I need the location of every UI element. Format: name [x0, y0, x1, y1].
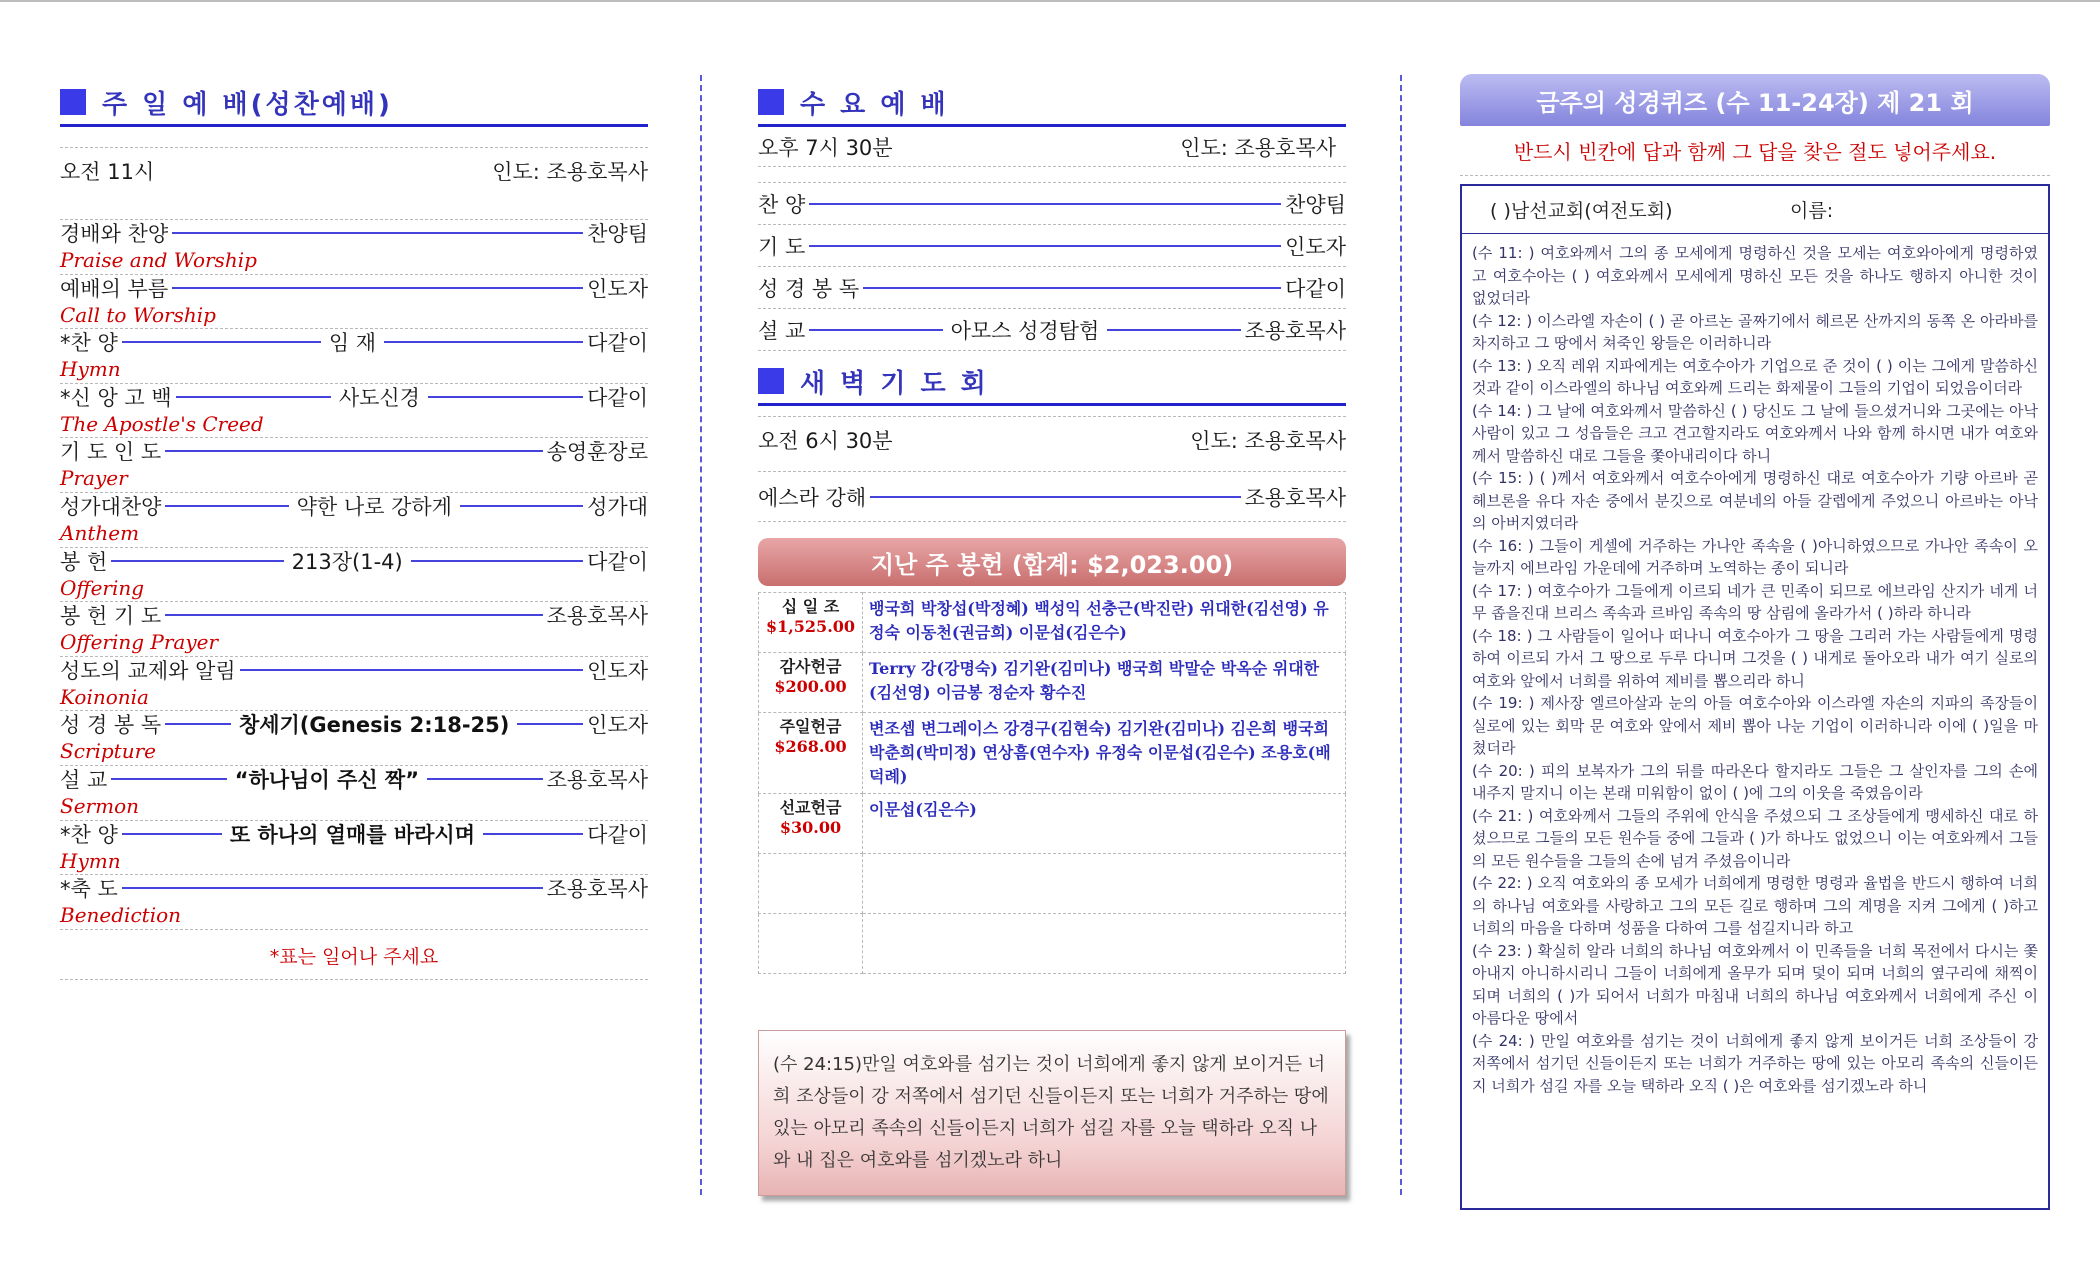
leader-line: [240, 669, 584, 671]
order-item: [60, 548, 648, 603]
top-border: [0, 0, 2100, 2]
order-item-english: Call to Worship: [60, 302, 216, 327]
leader-line: [1107, 329, 1240, 331]
order-item-leader: 다같이: [587, 822, 649, 847]
offering-amount: $1,525.00: [765, 617, 856, 636]
leader-line: [809, 245, 1281, 247]
memory-verse-box: [758, 1030, 1346, 1196]
dawn-item-right: 조용호목사: [1244, 486, 1346, 510]
order-item-english: Hymn: [60, 848, 121, 873]
heading-rule: [60, 124, 648, 127]
order-item-leader: 조용호목사: [546, 877, 648, 902]
order-item: [60, 657, 648, 712]
order-item: [60, 766, 648, 821]
order-item-label: 성가대찬양: [60, 494, 162, 519]
leader-line: [165, 450, 542, 452]
leader-line: [460, 505, 583, 507]
leader-line: [870, 496, 1240, 498]
order-item-label: 설 교: [758, 319, 806, 343]
order-item: [60, 711, 648, 766]
order-item: [60, 384, 648, 439]
offering-row: [759, 713, 1346, 794]
sunday-leader: 인도: 조용호목사: [492, 160, 648, 184]
quiz-question: (수 13: ) 오직 레위 지파에게는 여호수아가 기업으로 준 것이 ( ) 이는 그에게 말씀하신 것과 같이 이스라엘의 하나님 여호와께 드리는 화제물이 그들의 기업이 되었음이더라: [1472, 356, 2038, 397]
standing-note: *표는 일어나 주세요: [60, 930, 648, 980]
leader-line: [165, 614, 542, 616]
offering-category: 주일헌금: [779, 717, 842, 736]
leader-line: [809, 329, 942, 331]
leader-line: [483, 833, 583, 835]
order-item-leader: 조용호목사: [1244, 319, 1346, 343]
leader-line: [428, 396, 583, 398]
order-item-leader: 조용호목사: [546, 767, 649, 792]
sunday-service-column: [60, 80, 648, 980]
order-item-leader: 다같이: [587, 331, 649, 356]
order-item-label: 성 경 봉 독: [60, 713, 162, 738]
order-item-english: The Apostle's Creed: [60, 411, 264, 436]
dawn-leader: 인도: 조용호목사: [1190, 429, 1346, 453]
wednesday-service-title: 수 요 예 배: [800, 89, 949, 120]
offering-row: [759, 593, 1346, 653]
offering-category: 선교헌금: [779, 798, 842, 817]
leader-line: [165, 723, 231, 725]
offering-names: [863, 914, 1346, 974]
sunday-service-heading: [60, 80, 648, 124]
order-item-leader: 인도자: [1285, 235, 1346, 259]
order-item: [758, 183, 1346, 225]
order-item-detail: 임 재: [328, 331, 377, 356]
offering-category-cell: [759, 653, 863, 713]
square-bullet-icon: [758, 368, 784, 394]
offering-amount: $200.00: [774, 677, 847, 696]
order-item-leader: 인도자: [587, 713, 649, 738]
order-item-english: Offering: [60, 575, 145, 600]
leader-line: [809, 203, 1281, 205]
order-item: [60, 821, 648, 876]
order-item-english: Prayer: [60, 466, 128, 491]
order-item: [60, 438, 648, 493]
quiz-question: (수 16: ) 그들이 게셀에 거주하는 가나안 족속을 ( )아니하였으므로 가나안 족속이 오늘까지 에브라임 가운데에 거주하며 노역하는 종이 되니라: [1472, 536, 2038, 577]
offering-names: Terry 강(강명숙) 김기완(김미나) 뱅국희 박말순 박옥순 위대한(김선영) 이금봉 정순자 황수진: [863, 653, 1346, 713]
order-item: [60, 602, 648, 657]
quiz-answer-box: [1460, 184, 2050, 1210]
quiz-question: (수 20: ) 피의 보복자가 그의 뒤를 따라온다 할지라도 그들은 그 살인자를 그의 손에 내주지 말지니 이는 본래 미워함이 없이 ( )에 그의 이웃을 죽였음이라: [1472, 761, 2038, 802]
offering-table: [758, 592, 1346, 974]
spacer-row: [758, 167, 1346, 183]
sunday-order-list: [60, 220, 648, 930]
order-item-english: Hymn: [60, 357, 121, 382]
order-item-detail: 사도신경: [338, 385, 420, 410]
dawn-prayer-heading: [758, 359, 1346, 403]
heading-rule: [758, 403, 1346, 406]
offering-title: 지난 주 봉헌 (합계: $2,023.00): [758, 538, 1346, 586]
quiz-question: (수 22: ) 오직 여호와의 종 모세가 너희에게 명령한 명령과 율법을 반드시 행하여 너희의 하나님 여호와를 사랑하고 그의 모든 길로 행하며 그의 계명을 지켜 그에게 ( )하고 너희의 마음을 다하며 성품을 다하여 그를 섬길지니라 하고: [1472, 874, 2038, 937]
dawn-time-row: [758, 416, 1346, 472]
quiz-question: (수 23: ) 확실히 알라 너희의 하나님 여호와께서 이 민족들을 너희 목전에서 다시는 쫓아내지 아니하시리니 그들이 너희에게 올무가 되며 덫이 되며 너희의 옆구리에 채찍이 되며 너희의 ( )가 되어서 너희가 마침내 너희의 하나님 여호와께서 너희에게 주신 이 아름다운 땅에서: [1472, 941, 2038, 1027]
order-item-leader: 다같이: [587, 549, 649, 574]
leader-line: [165, 505, 288, 507]
dawn-item-row: [758, 472, 1346, 522]
order-item-label: *축 도: [60, 877, 118, 902]
order-item-label: *찬 양: [60, 822, 118, 847]
offering-amount: $268.00: [774, 737, 847, 756]
order-item-label: 성도의 교제와 알림: [60, 658, 236, 683]
dawn-time: 오전 6시 30분: [758, 429, 893, 453]
order-item-label: 예배의 부름: [60, 276, 169, 301]
offering-category-cell: [759, 794, 863, 854]
quiz-instruction: 반드시 빈칸에 답과 함께 그 답을 찾은 절도 넣어주세요.: [1460, 126, 2050, 176]
order-item-english: Sermon: [60, 793, 139, 818]
offering-names: 뱅국희 박창섭(박정혜) 백성익 선충근(박진란) 위대한(김선영) 유정숙 이동천(권금희) 이문섭(김은수): [863, 593, 1346, 653]
offering-row: [759, 854, 1346, 914]
offering-row: [759, 653, 1346, 713]
quiz-question: (수 19: ) 제사장 엘르아살과 눈의 아들 여호수아와 이스라엘 자손의 지파의 족장들이 실로에 있는 회막 문 여호와 앞에서 제비 뽑아 나눈 기업이 이러하니라 이에 ( )일을 마쳤더라: [1472, 694, 2038, 757]
quiz-question: (수 14: ) 그 날에 여호와께서 말씀하신 ( ) 당신도 그 날에 들으셨거니와 그곳에는 아낙 사람이 있고 그 성읍들은 크고 견고할지라도 여호와께서 나와 함께 하시면 내가 여호와께서 말씀하신 대로 그들을 쫓아내리이다 하니: [1472, 401, 2038, 465]
wednesday-service-heading: [758, 80, 1346, 124]
order-item-label: 찬 양: [758, 193, 806, 217]
quiz-title: 금주의 성경퀴즈 (수 11-24장) 제 21 회: [1460, 74, 2050, 126]
leader-line: [411, 560, 583, 562]
order-item: [758, 225, 1346, 267]
wednesday-time: 오후 7시 30분: [758, 136, 893, 160]
order-item-detail: 또 하나의 열매를 바라시며: [229, 822, 475, 847]
bible-quiz-column: [1460, 74, 2050, 1210]
sunday-time-row: [60, 147, 648, 220]
order-item-leader: 성가대: [587, 494, 648, 519]
leader-line: [172, 287, 583, 289]
dawn-prayer-title: 새 벽 기 도 회: [800, 368, 989, 399]
leader-line: [111, 560, 283, 562]
order-item: [758, 267, 1346, 309]
order-item-label: 봉 헌: [60, 549, 108, 574]
order-item-label: 기 도 인 도: [60, 440, 162, 465]
offering-category: 십 일 조: [781, 597, 840, 616]
leader-line: [172, 232, 583, 234]
order-item-detail: 213장(1-4): [291, 549, 403, 574]
offering-row: [759, 794, 1346, 854]
order-item-english: Praise and Worship: [60, 248, 257, 272]
church-group-field[interactable]: ( )남선교회(여전도회): [1490, 200, 1673, 222]
order-item-detail: “하나님이 주신 짝”: [234, 767, 420, 792]
wednesday-leader: 인도: 조용호목사: [1180, 136, 1336, 160]
wednesday-order-list: [758, 183, 1346, 351]
order-item-leader: 송영훈장로: [546, 440, 648, 465]
order-item-detail: 창세기(Genesis 2:18-25): [238, 713, 510, 738]
order-item-leader: 인도자: [587, 658, 648, 683]
offering-row: [759, 914, 1346, 974]
offering-category: 감사헌금: [779, 657, 842, 676]
quiz-question: (수 11: ) 여호와께서 그의 종 모세에게 명령하신 것을 모세는 여호와아에게 명령하였고 여호수아는 ( ) 여호와께서 모세에게 명하신 모든 것을 하나도 행하지 아니한 것이 없었더라: [1472, 244, 2038, 307]
weekday-column: [758, 80, 1346, 1196]
leader-line: [427, 778, 543, 780]
order-item-label: 설 교: [60, 767, 108, 792]
order-item-label: 경배와 찬양: [60, 222, 169, 246]
offering-category-cell: [759, 593, 863, 653]
offering-names: [863, 854, 1346, 914]
square-bullet-icon: [758, 89, 784, 115]
offering-names: 변조셉 변그레이스 강경구(김현숙) 김기완(김미나) 김은희 뱅국희 박춘희(박미정) 연상흠(연수자) 유정숙 이문섭(김은수) 조용호(배덕례): [863, 713, 1346, 794]
order-item-leader: 조용호목사: [546, 604, 648, 629]
order-item-label: 기 도: [758, 235, 806, 259]
order-item-detail: 약한 나로 강하게: [296, 494, 452, 519]
square-bullet-icon: [60, 89, 86, 115]
order-item-leader: 인도자: [587, 276, 648, 301]
quiz-question: (수 17: ) 여호수아가 그들에게 이르되 네가 큰 민족이 되므로 에브라임 산지가 네게 너무 좁을진대 브리스 족속과 르바임 족속의 땅 삼림에 올라가서 ( )하라 하니라: [1472, 581, 2038, 622]
order-item: [60, 493, 648, 548]
leader-line: [122, 887, 543, 889]
quiz-question: (수 21: ) 여호와께서 그들의 주위에 안식을 주셨으되 그 조상들에게 맹세하신 대로 하셨으므로 그들의 모든 원수들 중에 그들과 ( )가 하나도 없었으니 이는 여호와께서 그들의 모든 원수들을 그들의 손에 넘겨 주셨음이니라: [1472, 806, 2038, 870]
quiz-question-list: [1462, 234, 2048, 1097]
quiz-question: (수 15: ) ( )께서 여호와께서 여호수아에게 명령하신 대로 여호수아가 기량 아르바 곧 헤브론을 유다 자손 중에서 분깃으로 여분네의 아들 갈렙에게 주었으니 아르바는 아낙의 아버지였더라: [1472, 469, 2038, 532]
order-item-label: 성 경 봉 독: [758, 277, 860, 301]
order-item: [60, 275, 648, 330]
order-item: [60, 329, 648, 384]
leader-line: [122, 833, 222, 835]
order-item-label: *신 앙 고 백: [60, 385, 172, 410]
order-item-leader: 다같이: [587, 385, 648, 410]
offering-names: 이문섭(김은수): [863, 794, 1346, 854]
order-item-english: Koinonia: [60, 684, 149, 709]
column-divider-right: [1400, 75, 1402, 1195]
order-item-leader: 찬양팀: [1285, 193, 1346, 217]
leader-line: [176, 396, 331, 398]
leader-line: [111, 778, 227, 780]
order-item-leader: 찬양팀: [587, 222, 648, 246]
order-item-detail: 아모스 성경탐험: [950, 319, 1100, 343]
name-field[interactable]: 이름:: [1790, 200, 1834, 222]
order-item: [758, 309, 1346, 351]
leader-line: [122, 341, 321, 343]
order-item-label: *찬 양: [60, 331, 118, 356]
order-item-label: 봉 헌 기 도: [60, 604, 162, 629]
offering-category-cell: [759, 854, 863, 914]
order-item-english: Offering Prayer: [60, 630, 219, 655]
leader-line: [384, 341, 583, 343]
offering-category-cell: [759, 713, 863, 794]
memory-verse-text: (수 24:15)만일 여호와를 섬기는 것이 너희에게 좋지 않게 보이거든 너희 조상들이 강 저쪽에서 섬기던 신들이든지 또는 너희가 거주하는 땅에 있는 아모리 족속의 신들이든지 너희가 섬길 자를 오늘 택하라 오직 나와 내 집은 여호와를 섬기겠노라 하니: [773, 1054, 1329, 1171]
offering-amount: $30.00: [779, 818, 842, 837]
quiz-question: (수 12: ) 이스라엘 자손이 ( ) 곧 아르논 골짜기에서 헤르몬 산까지의 동쪽 온 아라바를 차지하고 그 땅에서 쳐죽인 왕들은 이러하니라: [1472, 311, 2038, 352]
leader-line: [863, 287, 1281, 289]
leader-line: [517, 723, 583, 725]
sunday-time: 오전 11시: [60, 160, 155, 184]
offering-category-cell: [759, 914, 863, 974]
order-item-leader: 다같이: [1285, 277, 1346, 301]
quiz-question: (수 18: ) 그 사람들이 일어나 떠나니 여호수아가 그 땅을 그리러 가는 사람들에게 명령하여 이르되 가서 그 땅으로 두루 다니며 그것을 ( ) 내게로 돌아오라 내가 여기 실로의 여호와 앞에서 너희를 위하여 제비를 뽑으리라 하니: [1472, 626, 2038, 690]
sunday-service-title: 주 일 예 배(성찬예배): [102, 89, 393, 120]
order-item-english: Scripture: [60, 739, 156, 764]
order-item-english: Anthem: [60, 520, 140, 545]
column-divider-left: [700, 75, 702, 1195]
order-item: [60, 220, 648, 275]
quiz-name-line: [1462, 186, 2048, 234]
wednesday-time-row: [758, 127, 1346, 167]
dawn-item-label: 에스라 강해: [758, 486, 867, 510]
quiz-question: (수 24: ) 만일 여호와를 섬기는 것이 너희에게 좋지 않게 보이거든 너희 조상들이 강 저쪽에서 섬기던 신들이든지 또는 너희가 거주하는 땅에 있는 아모리 족속의 신들이든지 너희가 섬길 자를 오늘 택하라 오직 ( )은 여호와를 섬기겠노라 하니: [1472, 1031, 2038, 1095]
order-item-english: Benediction: [60, 903, 182, 928]
order-item: [60, 875, 648, 930]
